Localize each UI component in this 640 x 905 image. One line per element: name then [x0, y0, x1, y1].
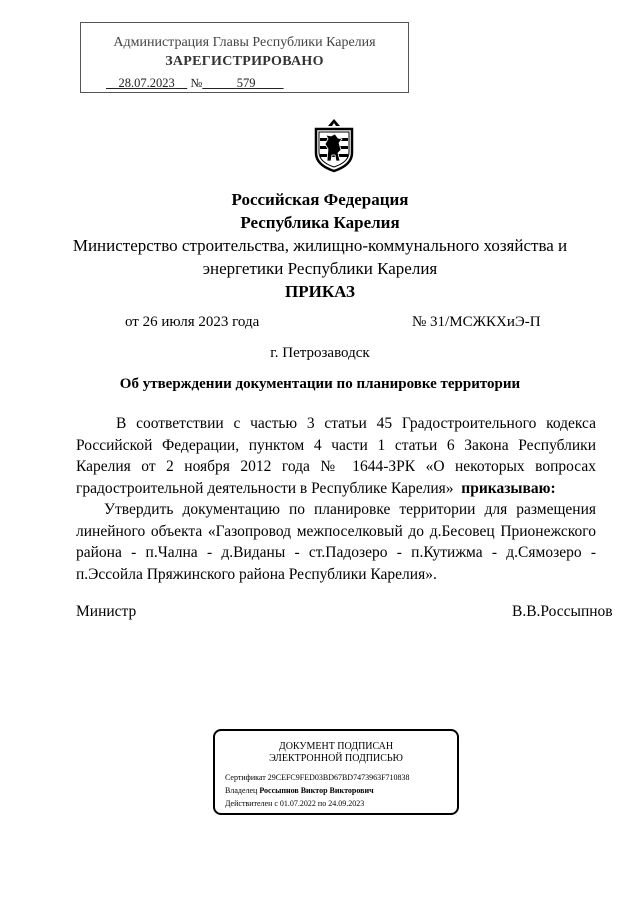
body-paragraph-1-bold: приказываю:	[461, 479, 556, 497]
esign-owner: Владелец Россыпнов Виктор Викторович	[225, 786, 374, 795]
esign-line-1: ДОКУМЕНТ ПОДПИСАН	[278, 741, 394, 752]
body-paragraph-1	[76, 413, 596, 499]
body-paragraph-2: Утвердить документацию по планировке территории для размещения линейного объекта «Газопровод межпоселковый до д.Бесовец Прионежского района - п.Чална - д.Виданы - ст.Падозеро - п.Кутижма - д.Сямозеро - п.Эссойла Пряжинского района Республики Карелия».	[76, 501, 596, 583]
order-city: г. Петрозаводск	[270, 345, 370, 361]
document-type: ПРИКАЗ	[285, 282, 355, 301]
coat-of-arms-emblem	[312, 117, 356, 173]
signatory-position: Министр	[76, 603, 137, 620]
registration-stamp	[80, 22, 409, 93]
ministry-line-1: Министерство строительства, жилищно-коммунального хозяйства и	[72, 236, 568, 255]
esign-line-2: ЭЛЕКТРОННОЙ ПОДПИСЬЮ	[269, 753, 403, 764]
order-number: № 31/МСЖКХиЭ-П	[412, 314, 541, 330]
stamp-number: 579	[236, 76, 256, 90]
country-heading: Российская Федерация	[231, 190, 409, 209]
signatory-name: В.В.Россыпнов	[512, 603, 613, 620]
esign-validity: Действителен с 01.07.2022 по 24.09.2023	[225, 799, 365, 808]
order-date: от 26 июля 2023 года	[125, 314, 260, 330]
electronic-signature-box	[213, 729, 459, 815]
body-paragraph-1-text: В соответствии с частью 3 статьи 45 Градостроительного кодекса Российской Федерации, пунктом 4 части 1 статьи 6 Закона Республики Карелия от 2 ноября 2012 года № 1644-ЗРК «О некоторых вопросах градостроительной деятельности в Республике Карелия»	[76, 415, 596, 497]
stamp-office: Администрация Главы Республики Карелия	[113, 35, 376, 50]
ministry-line-2: энергетики Республики Карелия	[202, 259, 438, 278]
stamp-no-label: №	[190, 76, 203, 90]
esign-certificate: Сертификат 29CEFC9FED03BD67BD7473963F710838	[225, 773, 410, 782]
republic-heading: Республика Карелия	[240, 213, 400, 232]
stamp-registration-line	[106, 76, 284, 91]
order-title: Об утверждении документации по планировке территории	[119, 376, 521, 392]
stamp-date: 28.07.2023	[118, 76, 175, 90]
stamp-status: ЗАРЕГИСТРИРОВАНО	[165, 54, 324, 69]
